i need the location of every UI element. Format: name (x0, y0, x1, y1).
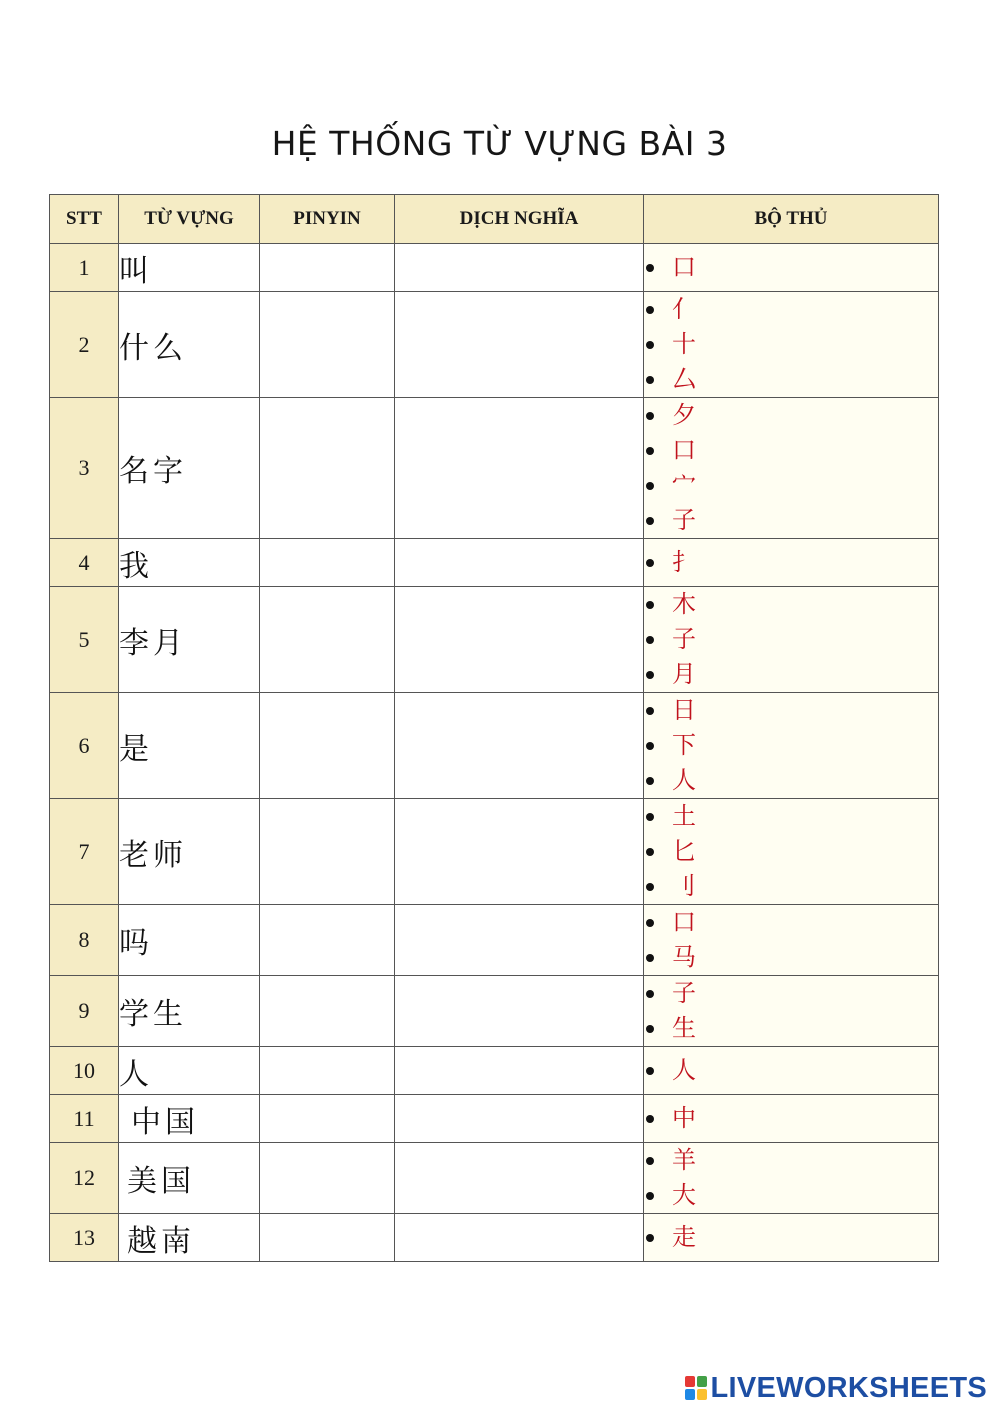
radicals-cell (644, 539, 939, 587)
radical-item: 生 (644, 1011, 938, 1046)
table-row (50, 587, 939, 693)
radical-item: 扌 (644, 545, 938, 580)
vocabulary-word: 老师 (119, 799, 260, 905)
radicals-cell (644, 1047, 939, 1095)
table-row (50, 539, 939, 587)
row-number: 1 (50, 244, 119, 292)
logo-square (697, 1389, 707, 1400)
meaning-cell[interactable] (395, 905, 644, 976)
pinyin-cell[interactable] (260, 1095, 395, 1143)
radical-item: 宀 (644, 468, 938, 503)
radical-item: 口 (644, 250, 938, 285)
liveworksheets-brand (685, 1373, 988, 1403)
radical-item: 人 (644, 763, 938, 798)
row-number: 3 (50, 398, 119, 539)
pinyin-cell[interactable] (260, 799, 395, 905)
logo-square (685, 1389, 695, 1400)
radicals-cell (644, 292, 939, 398)
vocabulary-word: 学生 (119, 976, 260, 1047)
radicals-cell (644, 1143, 939, 1214)
radical-list (644, 1143, 938, 1213)
table-row (50, 244, 939, 292)
table-row (50, 693, 939, 799)
vocabulary-word: 叫 (119, 244, 260, 292)
header-radicals: BỘ THỦ (644, 195, 939, 244)
radical-list (644, 250, 938, 285)
table-row (50, 1047, 939, 1095)
pinyin-cell[interactable] (260, 292, 395, 398)
radical-item: 月 (644, 657, 938, 692)
row-number: 4 (50, 539, 119, 587)
radicals-cell (644, 905, 939, 976)
radical-item: 羊 (644, 1143, 938, 1178)
radical-list (644, 292, 938, 397)
pinyin-cell[interactable] (260, 1047, 395, 1095)
radicals-cell (644, 799, 939, 905)
radicals-cell (644, 1214, 939, 1262)
radical-item: 夕 (644, 398, 938, 433)
radical-item: 口 (644, 433, 938, 468)
radical-item: 子 (644, 976, 938, 1011)
meaning-cell[interactable] (395, 693, 644, 799)
vocabulary-word: 李月 (119, 587, 260, 693)
radical-item: 厶 (644, 362, 938, 397)
header-stt: STT (50, 195, 119, 244)
pinyin-cell[interactable] (260, 1143, 395, 1214)
radical-item: 下 (644, 728, 938, 763)
row-number: 2 (50, 292, 119, 398)
radical-item: 子 (644, 622, 938, 657)
header-pinyin: PINYIN (260, 195, 395, 244)
table-row (50, 1095, 939, 1143)
radical-list (644, 1101, 938, 1136)
logo-square (697, 1376, 707, 1387)
radical-item: 木 (644, 587, 938, 622)
page-title: HỆ THỐNG TỪ VỰNG BÀI 3 (271, 124, 728, 163)
radical-item: 刂 (644, 869, 938, 904)
table-row (50, 976, 939, 1047)
header-vocabulary: TỪ VỰNG (119, 195, 260, 244)
radical-item: 走 (644, 1220, 938, 1255)
radical-item: 中 (644, 1101, 938, 1136)
vocabulary-word: 我 (119, 539, 260, 587)
table-row (50, 1214, 939, 1262)
radicals-cell (644, 693, 939, 799)
vocabulary-word: 吗 (119, 905, 260, 976)
pinyin-cell[interactable] (260, 976, 395, 1047)
radical-list (644, 799, 938, 904)
radical-item: 十 (644, 327, 938, 362)
row-number: 10 (50, 1047, 119, 1095)
radical-item: 亻 (644, 292, 938, 327)
vocabulary-word: 什么 (119, 292, 260, 398)
table-row (50, 1143, 939, 1214)
table-row (50, 398, 939, 539)
vocabulary-word: 越南 (119, 1214, 260, 1262)
row-number: 13 (50, 1214, 119, 1262)
radicals-cell (644, 398, 939, 539)
radicals-cell (644, 976, 939, 1047)
table-row (50, 799, 939, 905)
radical-list (644, 545, 938, 580)
vocabulary-word: 中国 (119, 1095, 260, 1143)
radical-item: 日 (644, 693, 938, 728)
vocabulary-word: 是 (119, 693, 260, 799)
brand-name: LIVEWORKSHEETS (710, 1371, 987, 1404)
radical-list (644, 905, 938, 975)
pinyin-cell[interactable] (260, 539, 395, 587)
meaning-cell[interactable] (395, 244, 644, 292)
meaning-cell[interactable] (395, 398, 644, 539)
pinyin-cell[interactable] (260, 693, 395, 799)
vocabulary-word: 人 (119, 1047, 260, 1095)
radical-item: 匕 (644, 834, 938, 869)
meaning-cell[interactable] (395, 292, 644, 398)
vocabulary-word: 名字 (119, 398, 260, 539)
meaning-cell[interactable] (395, 976, 644, 1047)
meaning-cell[interactable] (395, 1095, 644, 1143)
radical-item: 马 (644, 940, 938, 975)
meaning-cell[interactable] (395, 1047, 644, 1095)
row-number: 12 (50, 1143, 119, 1214)
radicals-cell (644, 1095, 939, 1143)
pinyin-cell[interactable] (260, 1214, 395, 1262)
row-number: 7 (50, 799, 119, 905)
radical-list (644, 398, 938, 538)
table-body (50, 244, 939, 1262)
radical-item: 大 (644, 1178, 938, 1213)
radical-item: 土 (644, 799, 938, 834)
pinyin-cell[interactable] (260, 587, 395, 693)
radical-list (644, 1053, 938, 1088)
radicals-cell (644, 587, 939, 693)
vocabulary-word: 美国 (119, 1143, 260, 1214)
meaning-cell[interactable] (395, 1214, 644, 1262)
meaning-cell[interactable] (395, 1143, 644, 1214)
radical-list (644, 1220, 938, 1255)
table-row (50, 905, 939, 976)
radicals-cell (644, 244, 939, 292)
radical-item: 人 (644, 1053, 938, 1088)
header-meaning: DỊCH NGHĨA (395, 195, 644, 244)
pinyin-cell[interactable] (260, 398, 395, 539)
row-number: 6 (50, 693, 119, 799)
row-number: 11 (50, 1095, 119, 1143)
vocabulary-table (49, 194, 939, 1262)
meaning-cell[interactable] (395, 587, 644, 693)
meaning-cell[interactable] (395, 539, 644, 587)
meaning-cell[interactable] (395, 799, 644, 905)
pinyin-cell[interactable] (260, 244, 395, 292)
table-row (50, 292, 939, 398)
pinyin-cell[interactable] (260, 905, 395, 976)
row-number: 9 (50, 976, 119, 1047)
radical-list (644, 587, 938, 692)
logo-square (685, 1376, 695, 1387)
liveworksheets-logo-icon (685, 1376, 707, 1400)
row-number: 8 (50, 905, 119, 976)
radical-list (644, 693, 938, 798)
radical-item: 口 (644, 905, 938, 940)
table-header-row (50, 195, 939, 244)
radical-item: 子 (644, 503, 938, 538)
row-number: 5 (50, 587, 119, 693)
radical-list (644, 976, 938, 1046)
